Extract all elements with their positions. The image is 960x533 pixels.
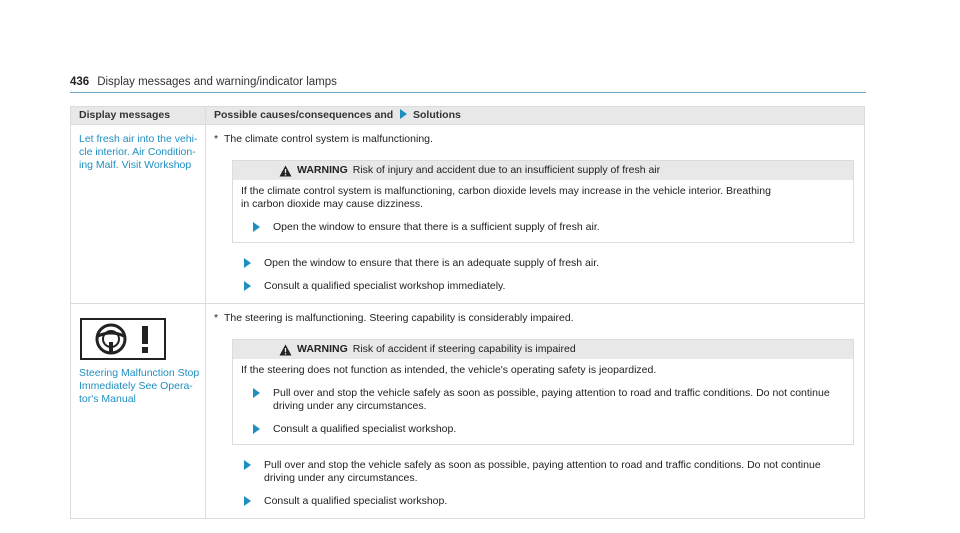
warning-body [233, 180, 853, 242]
warning-bar [233, 340, 853, 359]
warning-box [232, 160, 854, 243]
warning-step-text: Pull over and stop the vehicle safely as soon as possible, paying attention to road and traffic conditions. Do not continue driving under any circumstances. [273, 387, 830, 412]
display-messages-table [70, 106, 865, 519]
solution-step-text: Open the window to ensure that there is an adequate supply of fresh air. [264, 257, 600, 269]
page-number: 436 [70, 76, 90, 88]
asterisk: * [214, 312, 219, 324]
cause-text: The steering is malfunctioning. Steering capability is considerably impaired. [224, 312, 574, 324]
warning-body-text: If the steering does not function as intended, the vehicle's operating safety is jeopardized. [241, 364, 657, 376]
cause-text: The climate control system is malfunctioning. [224, 133, 433, 145]
steering-wheel-warning-icon [79, 317, 167, 361]
step-arrow-icon [253, 388, 260, 398]
warning-body [233, 359, 853, 444]
warning-step-text: Open the window to ensure that there is a sufficient supply of fresh air. [273, 221, 600, 233]
asterisk: * [214, 133, 219, 145]
page-title: Display messages and warning/indicator lamps [97, 76, 337, 88]
step-arrow-icon [244, 460, 251, 470]
step-arrow-icon [253, 424, 260, 434]
warning-label: WARNING [297, 343, 348, 355]
solution-step [232, 495, 854, 508]
solution-step-text: Consult a qualified specialist workshop immediately. [264, 280, 506, 292]
warning-triangle-icon [279, 344, 292, 356]
warning-step [241, 387, 845, 413]
step-arrow-icon [253, 222, 260, 232]
header-divider [70, 92, 866, 93]
warning-bar [233, 161, 853, 180]
column-header-causes [206, 107, 865, 125]
step-arrow-icon [244, 281, 251, 291]
column-header-messages: Display messages [71, 107, 206, 125]
solution-step [232, 280, 854, 293]
table-row [71, 304, 865, 519]
column-header-causes-text: Possible causes/consequences and [214, 109, 394, 121]
warning-body-text: If the climate control system is malfunctioning, carbon dioxide levels may increase in the vehicle interior. Breathing in carbon dioxide may cause dizziness. [241, 185, 771, 210]
column-header-solutions-text: Solutions [413, 109, 461, 121]
table-header-row [71, 107, 865, 125]
display-message-text: Let fresh air into the vehi-cle interior. Air Condition-ing Malf. Visit Workshop [79, 133, 198, 171]
warning-step-text: Consult a qualified specialist workshop. [273, 423, 457, 435]
warning-step [241, 221, 845, 234]
solution-cell [206, 304, 865, 519]
warning-label: WARNING [297, 164, 348, 176]
warning-step [241, 423, 845, 436]
message-cell [71, 304, 206, 519]
solutions-arrow-icon [400, 109, 407, 119]
warning-title: Risk of accident if steering capability is impaired [352, 343, 576, 355]
solution-step [232, 459, 854, 485]
page-header [70, 72, 866, 88]
cause-line [214, 133, 854, 146]
solution-cell [206, 125, 865, 304]
warning-box [232, 339, 854, 445]
solution-step [232, 257, 854, 270]
display-message-text: Steering Malfunction Stop Immediately See Opera-tor's Manual [79, 367, 200, 405]
cause-line [214, 312, 854, 325]
warning-title: Risk of injury and accident due to an insufficient supply of fresh air [352, 164, 661, 176]
step-arrow-icon [244, 258, 251, 268]
step-arrow-icon [244, 496, 251, 506]
solution-step-text: Pull over and stop the vehicle safely as soon as possible, paying attention to road and traffic conditions. Do not continue driving under any circumstances. [264, 459, 821, 484]
table-row [71, 125, 865, 304]
warning-triangle-icon [279, 165, 292, 177]
solution-step-text: Consult a qualified specialist workshop. [264, 495, 448, 507]
message-cell [71, 125, 206, 304]
